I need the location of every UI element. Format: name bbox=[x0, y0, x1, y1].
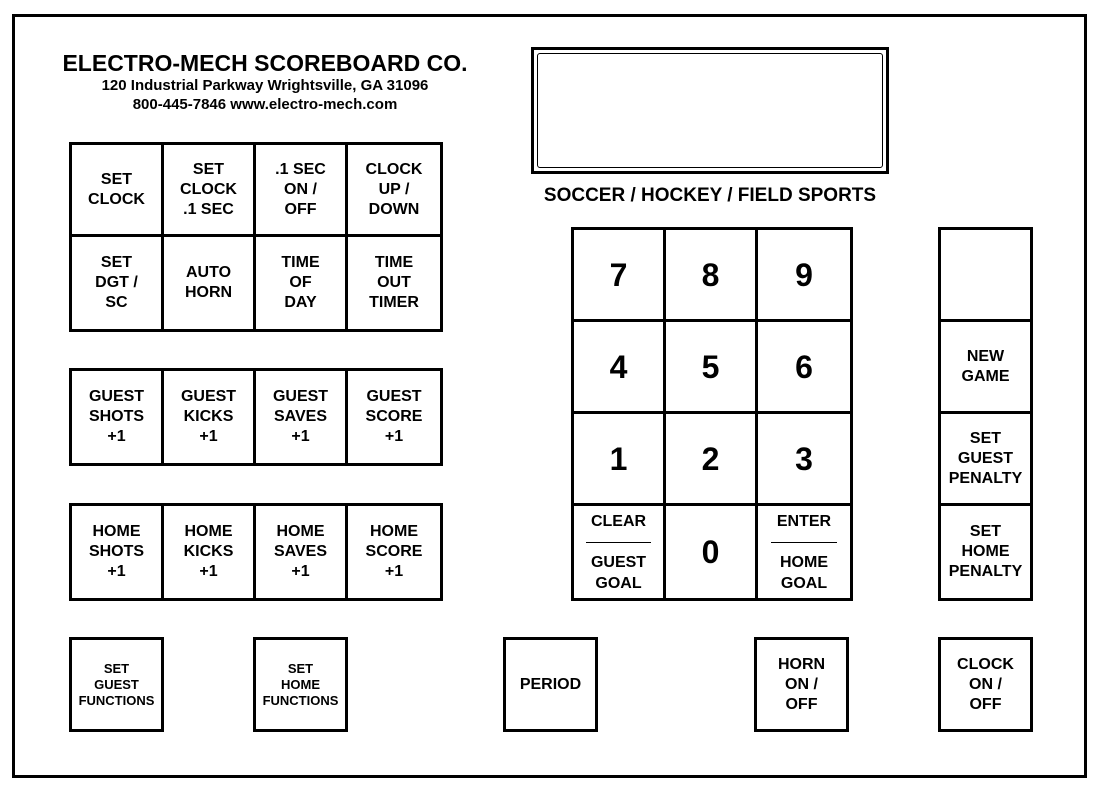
keypad-8[interactable]: 8 bbox=[666, 230, 758, 322]
company-name: ELECTRO-MECH SCOREBOARD CO. bbox=[62, 50, 468, 76]
keypad-3[interactable]: 3 bbox=[758, 414, 850, 506]
right-function-column bbox=[938, 227, 1033, 601]
key-divider bbox=[771, 542, 837, 543]
home-keys-row bbox=[69, 503, 443, 601]
keypad-7[interactable]: 7 bbox=[574, 230, 666, 322]
enter-label: ENTER bbox=[776, 513, 832, 530]
keypad-4[interactable]: 4 bbox=[574, 322, 666, 414]
home-score-key[interactable]: HOME SCORE +1 bbox=[365, 523, 423, 580]
guest-kicks-key[interactable]: GUEST KICKS +1 bbox=[164, 371, 256, 463]
clear-guest-goal-key[interactable] bbox=[574, 506, 666, 598]
set-guest-functions-key[interactable]: SET GUEST FUNCTIONS bbox=[69, 637, 164, 732]
guest-score-key[interactable]: GUEST SCORE +1 bbox=[365, 388, 423, 445]
horn-toggle-key[interactable]: HORN ON / OFF bbox=[754, 637, 849, 732]
home-saves-key[interactable]: HOME SAVES +1 bbox=[256, 506, 348, 598]
clock-up-down-key[interactable]: CLOCK UP / DOWN bbox=[348, 145, 440, 237]
set-home-penalty-key[interactable]: SET HOME PENALTY bbox=[948, 523, 1023, 580]
display-screen bbox=[537, 53, 883, 168]
guest-saves-key[interactable]: GUEST SAVES +1 bbox=[256, 371, 348, 463]
set-clock-tenth-key[interactable]: SET CLOCK .1 SEC bbox=[164, 145, 256, 237]
home-goal-label: HOME GOAL bbox=[780, 554, 828, 592]
guest-shots-key[interactable]: GUEST SHOTS +1 bbox=[72, 371, 164, 463]
sport-title: SOCCER / HOCKEY / FIELD SPORTS bbox=[543, 185, 877, 206]
set-clock-key[interactable]: SET CLOCK bbox=[72, 145, 164, 237]
display-window bbox=[531, 47, 889, 174]
guest-goal-label: GUEST GOAL bbox=[590, 554, 647, 592]
keypad-6[interactable]: 6 bbox=[758, 322, 850, 414]
home-shots-key[interactable]: HOME SHOTS +1 bbox=[72, 506, 164, 598]
keypad-2[interactable]: 2 bbox=[666, 414, 758, 506]
new-game-key[interactable]: NEW GAME bbox=[941, 322, 1030, 414]
keypad-1[interactable]: 1 bbox=[574, 414, 666, 506]
set-guest-penalty-key[interactable]: SET GUEST PENALTY bbox=[941, 414, 1030, 506]
company-header bbox=[30, 50, 500, 114]
blank-key[interactable] bbox=[941, 230, 1030, 322]
clock-toggle-key[interactable]: CLOCK ON / OFF bbox=[938, 637, 1033, 732]
clear-label: CLEAR bbox=[590, 513, 647, 530]
numeric-keypad bbox=[571, 227, 853, 601]
time-out-timer-key[interactable]: TIME OUT TIMER bbox=[369, 254, 419, 311]
tenth-sec-toggle-key[interactable]: .1 SEC ON / OFF bbox=[256, 145, 348, 237]
keypad-5[interactable]: 5 bbox=[666, 322, 758, 414]
keypad-0[interactable]: 0 bbox=[666, 506, 758, 598]
clock-keys-grid bbox=[69, 142, 443, 332]
home-kicks-key[interactable]: HOME KICKS +1 bbox=[164, 506, 256, 598]
set-home-functions-key[interactable]: SET HOME FUNCTIONS bbox=[253, 637, 348, 732]
keypad-9[interactable]: 9 bbox=[758, 230, 850, 322]
guest-keys-row bbox=[69, 368, 443, 466]
key-divider bbox=[586, 542, 650, 543]
set-dgt-sc-key[interactable]: SET DGT / SC bbox=[72, 237, 164, 329]
company-contact: 800-445-7846 www.electro-mech.com bbox=[132, 96, 398, 113]
company-address: 120 Industrial Parkway Wrightsville, GA 31096 bbox=[101, 77, 429, 94]
enter-home-goal-key[interactable] bbox=[758, 506, 850, 598]
auto-horn-key[interactable]: AUTO HORN bbox=[164, 237, 256, 329]
period-key[interactable]: PERIOD bbox=[503, 637, 598, 732]
time-of-day-key[interactable]: TIME OF DAY bbox=[256, 237, 348, 329]
